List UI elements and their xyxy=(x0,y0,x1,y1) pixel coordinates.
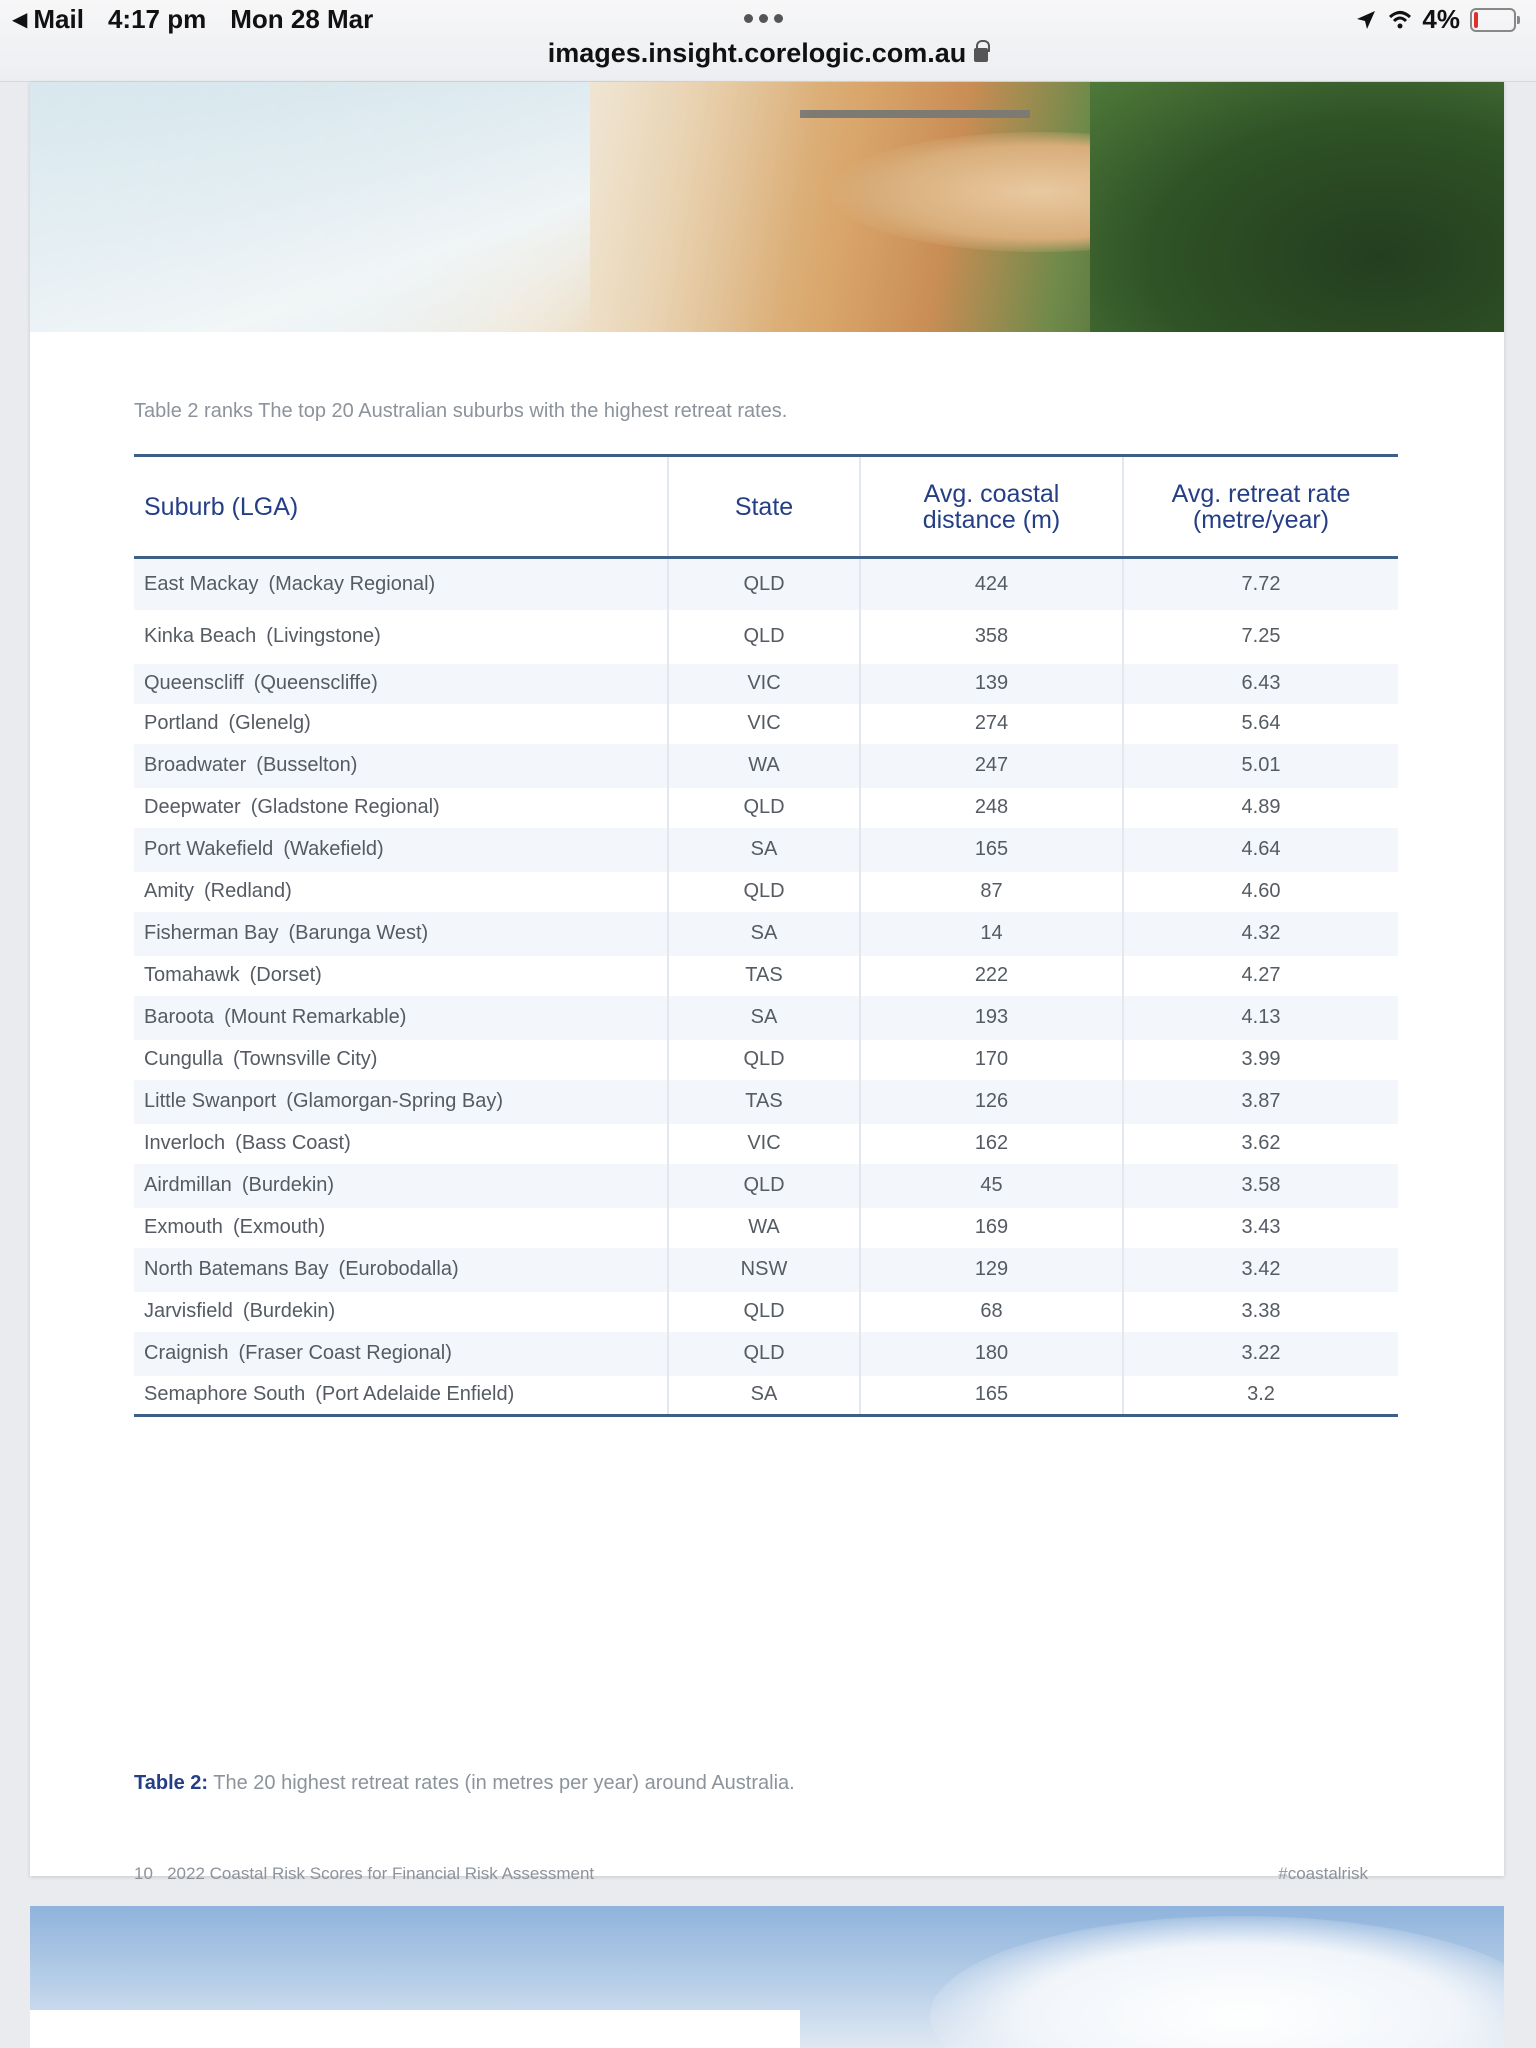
cell-distance: 162 xyxy=(860,1124,1123,1164)
cell-rate: 3.38 xyxy=(1123,1292,1398,1332)
next-page-preview xyxy=(30,1906,1504,2048)
suburb-name: Little Swanport xyxy=(144,1090,277,1112)
lock-icon xyxy=(974,48,988,62)
cell-state: VIC xyxy=(668,1124,860,1164)
cell-rate: 4.89 xyxy=(1123,788,1398,828)
cell-state: QLD xyxy=(668,1332,860,1376)
page-number: 10 xyxy=(134,1864,153,1883)
lga-name: (Port Adelaide Enfield) xyxy=(315,1383,515,1406)
lga-name: (Gladstone Regional) xyxy=(250,796,440,818)
lga-name: (Glenelg) xyxy=(228,712,311,734)
cell-rate: 4.64 xyxy=(1123,828,1398,872)
cell-suburb xyxy=(134,1332,668,1376)
back-app-link[interactable]: Mail xyxy=(33,4,84,34)
suburb-name: Baroota xyxy=(144,1006,215,1028)
suburb-name: Deepwater xyxy=(144,796,241,818)
retreat-rates-table xyxy=(134,454,1398,1417)
address-bar[interactable] xyxy=(0,38,1536,69)
suburb-name: Broadwater xyxy=(144,754,247,776)
clock: 4:17 pm xyxy=(107,4,207,34)
cell-state: WA xyxy=(668,1208,860,1248)
cell-rate: 4.32 xyxy=(1123,912,1398,956)
lga-name: (Queenscliffe) xyxy=(253,672,378,694)
intro-text: Table 2 ranks The top 20 Australian suburbs with the highest retreat rates. xyxy=(134,400,788,422)
table-row xyxy=(134,664,1398,704)
cell-suburb xyxy=(134,828,668,872)
cell-state: TAS xyxy=(668,956,860,996)
suburb-name: Amity xyxy=(144,880,194,902)
cell-state: NSW xyxy=(668,1248,860,1292)
cell-distance: 424 xyxy=(860,558,1123,610)
lga-name: (Burdekin) xyxy=(241,1174,335,1196)
table-caption xyxy=(134,1772,795,1795)
table-row xyxy=(134,1376,1398,1416)
table-row xyxy=(134,788,1398,828)
cell-state: VIC xyxy=(668,664,860,704)
table-row xyxy=(134,704,1398,744)
table-row xyxy=(134,1164,1398,1208)
cell-rate: 5.01 xyxy=(1123,744,1398,788)
wifi-icon xyxy=(1388,8,1412,32)
cell-suburb xyxy=(134,1376,668,1416)
suburb-name: Craignish xyxy=(144,1342,229,1364)
cell-state: SA xyxy=(668,912,860,956)
lga-name: (Livingstone) xyxy=(266,625,381,647)
cell-distance: 129 xyxy=(860,1248,1123,1292)
cell-suburb xyxy=(134,1248,668,1292)
cell-distance: 180 xyxy=(860,1332,1123,1376)
cell-rate: 7.72 xyxy=(1123,558,1398,610)
cell-suburb xyxy=(134,956,668,996)
table-row xyxy=(134,1124,1398,1164)
status-left xyxy=(12,4,373,35)
cell-distance: 193 xyxy=(860,996,1123,1040)
table-header-row xyxy=(134,456,1398,558)
cell-rate: 3.22 xyxy=(1123,1332,1398,1376)
header-rate xyxy=(1123,456,1398,558)
table-row xyxy=(134,828,1398,872)
cell-suburb xyxy=(134,744,668,788)
cell-suburb xyxy=(134,1208,668,1248)
cell-state: TAS xyxy=(668,1080,860,1124)
suburb-name: Port Wakefield xyxy=(144,838,274,860)
cell-distance: 14 xyxy=(860,912,1123,956)
suburb-name: Jarvisfield xyxy=(144,1300,233,1322)
caption-label: Table 2: xyxy=(134,1772,209,1794)
cell-rate: 3.2 xyxy=(1123,1376,1398,1416)
header-suburb: Suburb (LGA) xyxy=(134,456,668,558)
table-row xyxy=(134,912,1398,956)
cell-distance: 165 xyxy=(860,828,1123,872)
cell-state: QLD xyxy=(668,788,860,828)
header-distance xyxy=(860,456,1123,558)
status-bar xyxy=(0,0,1536,82)
cell-state: SA xyxy=(668,828,860,872)
cell-suburb xyxy=(134,704,668,744)
cell-rate: 5.64 xyxy=(1123,704,1398,744)
multitask-dots-icon[interactable] xyxy=(744,14,783,23)
suburb-name: Tomahawk xyxy=(144,964,240,986)
lga-name: (Mackay Regional) xyxy=(268,572,436,595)
cell-rate: 3.99 xyxy=(1123,1040,1398,1080)
suburb-name: Kinka Beach xyxy=(144,625,257,647)
cell-state: QLD xyxy=(668,1040,860,1080)
cell-suburb xyxy=(134,872,668,912)
lga-name: (Bass Coast) xyxy=(235,1132,351,1154)
cell-state: SA xyxy=(668,1376,860,1416)
cell-state: VIC xyxy=(668,704,860,744)
cell-rate: 3.42 xyxy=(1123,1248,1398,1292)
suburb-name: Semaphore South xyxy=(144,1383,306,1406)
suburb-name: North Batemans Bay xyxy=(144,1258,329,1280)
lga-name: (Townsville City) xyxy=(232,1048,378,1070)
hero-coastline-photo xyxy=(30,82,1504,332)
lga-name: (Exmouth) xyxy=(232,1216,326,1238)
cell-suburb xyxy=(134,610,668,664)
table-row xyxy=(134,1080,1398,1124)
lga-name: (Burdekin) xyxy=(242,1300,336,1322)
table-row xyxy=(134,744,1398,788)
lga-name: (Barunga West) xyxy=(288,922,429,944)
cell-distance: 45 xyxy=(860,1164,1123,1208)
cell-rate: 4.27 xyxy=(1123,956,1398,996)
cell-state: QLD xyxy=(668,1292,860,1332)
page-footer xyxy=(134,1864,594,1884)
lga-name: (Redland) xyxy=(204,880,292,902)
cell-distance: 126 xyxy=(860,1080,1123,1124)
cell-suburb xyxy=(134,1080,668,1124)
table-row xyxy=(134,1208,1398,1248)
cell-suburb xyxy=(134,912,668,956)
header-rate-line1: Avg. retreat rate xyxy=(1171,479,1351,508)
suburb-name: Exmouth xyxy=(144,1216,223,1238)
footer-title: 2022 Coastal Risk Scores for Financial Risk Assessment xyxy=(167,1864,595,1883)
lga-name: (Wakefield) xyxy=(283,838,384,860)
suburb-name: Fisherman Bay xyxy=(144,922,279,944)
cell-suburb xyxy=(134,1040,668,1080)
cell-suburb xyxy=(134,558,668,610)
cell-suburb xyxy=(134,788,668,828)
cell-state: SA xyxy=(668,996,860,1040)
cell-distance: 274 xyxy=(860,704,1123,744)
footer-hashtag: #coastalrisk xyxy=(1278,1864,1368,1883)
table-row xyxy=(134,1332,1398,1376)
cell-rate: 3.62 xyxy=(1123,1124,1398,1164)
table-row xyxy=(134,1292,1398,1332)
cell-state: QLD xyxy=(668,610,860,664)
table-row xyxy=(134,872,1398,912)
lga-name: (Busselton) xyxy=(256,754,358,776)
document-page xyxy=(30,82,1504,1883)
suburb-name: Inverloch xyxy=(144,1132,226,1154)
status-right xyxy=(1354,4,1516,35)
cell-state: QLD xyxy=(668,872,860,912)
cell-suburb xyxy=(134,1124,668,1164)
back-arrow-icon[interactable]: ◀ xyxy=(12,9,28,31)
cell-distance: 139 xyxy=(860,664,1123,704)
lga-name: (Dorset) xyxy=(249,964,322,986)
lga-name: (Fraser Coast Regional) xyxy=(238,1342,452,1364)
table-row xyxy=(134,956,1398,996)
table-row xyxy=(134,996,1398,1040)
cell-suburb xyxy=(134,664,668,704)
cell-distance: 87 xyxy=(860,872,1123,912)
date: Mon 28 Mar xyxy=(230,4,374,34)
cell-distance: 169 xyxy=(860,1208,1123,1248)
lga-name: (Glamorgan-Spring Bay) xyxy=(286,1090,504,1112)
battery-percent: 4% xyxy=(1422,4,1460,34)
suburb-name: Cungulla xyxy=(144,1048,223,1070)
header-state: State xyxy=(668,456,860,558)
suburb-name: Portland xyxy=(144,712,219,734)
cell-distance: 248 xyxy=(860,788,1123,828)
location-arrow-icon xyxy=(1354,8,1378,32)
header-distance-line2: distance (m) xyxy=(922,505,1061,534)
cell-distance: 222 xyxy=(860,956,1123,996)
cell-rate: 3.58 xyxy=(1123,1164,1398,1208)
cell-rate: 4.13 xyxy=(1123,996,1398,1040)
url-text: images.insight.corelogic.com.au xyxy=(547,38,967,68)
battery-icon xyxy=(1470,8,1516,32)
cell-distance: 170 xyxy=(860,1040,1123,1080)
table-row xyxy=(134,610,1398,664)
cell-suburb xyxy=(134,996,668,1040)
header-distance-line1: Avg. coastal xyxy=(923,479,1060,508)
cell-distance: 247 xyxy=(860,744,1123,788)
caption-text: The 20 highest retreat rates (in metres per year) around Australia. xyxy=(208,1772,795,1794)
cell-rate: 4.60 xyxy=(1123,872,1398,912)
cell-suburb xyxy=(134,1292,668,1332)
suburb-name: Queenscliff xyxy=(144,672,244,694)
cell-state: QLD xyxy=(668,1164,860,1208)
suburb-name: East Mackay xyxy=(144,572,259,595)
cell-rate: 3.87 xyxy=(1123,1080,1398,1124)
table-row xyxy=(134,558,1398,610)
lga-name: (Mount Remarkable) xyxy=(224,1006,407,1028)
cell-state: WA xyxy=(668,744,860,788)
table-row xyxy=(134,1040,1398,1080)
cell-rate: 7.25 xyxy=(1123,610,1398,664)
cell-distance: 68 xyxy=(860,1292,1123,1332)
suburb-name: Airdmillan xyxy=(144,1174,232,1196)
cell-distance: 358 xyxy=(860,610,1123,664)
cell-suburb xyxy=(134,1164,668,1208)
cell-state: QLD xyxy=(668,558,860,610)
cell-rate: 6.43 xyxy=(1123,664,1398,704)
table-row xyxy=(134,1248,1398,1292)
lga-name: (Eurobodalla) xyxy=(338,1258,459,1280)
header-rate-line2: (metre/year) xyxy=(1192,505,1330,534)
cell-rate: 3.43 xyxy=(1123,1208,1398,1248)
cell-distance: 165 xyxy=(860,1376,1123,1416)
